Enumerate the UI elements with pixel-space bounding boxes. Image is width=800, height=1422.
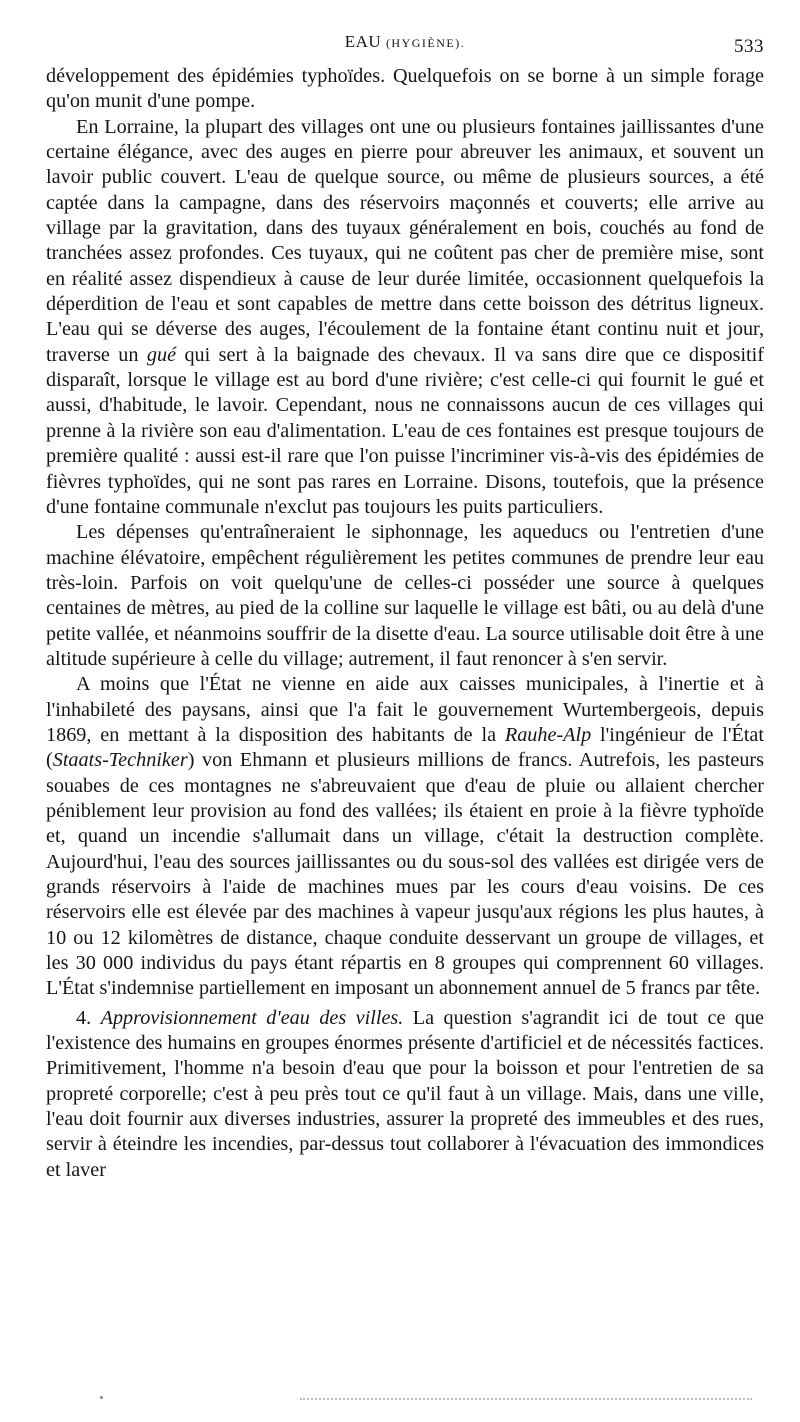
text-run: développement des épidémies typhoïdes. Quelquefois on se borne à un simple forage qu'on munit d'une pompe. [46, 65, 764, 113]
text-run: 4. [76, 1006, 101, 1029]
italic-run: Staats-Techniker [52, 749, 188, 772]
paragraph [46, 115, 764, 521]
italic-run: Rauhe-Alp [504, 723, 592, 746]
italic-run: Approvisionnement d'eau des villes. [100, 1006, 404, 1029]
section-paragraph [46, 1006, 764, 1183]
paragraph [46, 672, 764, 1001]
body-text [46, 64, 764, 1183]
footer-mark [100, 1396, 103, 1399]
running-head-title-sub: (HYGIÈNE). [385, 36, 466, 50]
running-head [46, 30, 764, 64]
page-number: 533 [734, 36, 764, 57]
text-run: En Lorraine, la plupart des villages ont une ou plusieurs fontaines jaillissantes d'une certaine élégance, avec des auges en pierre pour abreuver les animaux, et souvent un lavoir public couvert. L'eau de quelque source, ou même de plusieurs sources, a été captée dans la campagne, dans des réservoirs maçonnés et couverts; elle arrive au village par la gravitation, dans des tuyaux généralement en bois, couchés au fond de tranchées assez profondes. Ces tuyaux, qui ne coûtent pas cher de première mise, sont en réalité assez dispendieux à cause de leur durée limitée, occasionnent quelquefois la déperdition de l'eau et sont capables de mettre dans cette boisson des détritus ligneux. L'eau qui se déverse des auges, l'écoulement de la fontaine étant continu nuit et jour, traverse un [46, 115, 764, 366]
paragraph [46, 520, 764, 672]
running-head-title-main: EAU [344, 32, 382, 51]
text-run: l'ingénieur de l'État ( [46, 723, 764, 772]
text-run: Les dépenses qu'entraîneraient le siphonnage, les aqueducs ou l'entretien d'une machine élévatoire, empêchent régulièrement les petites communes de prendre leur eau très-loin. Parfois on voit quelqu'une de celles-ci posséder une source à quelques centaines de mètres, au pied de la colline sur laquelle le village est bâti, ou au delà d'une petite vallée, et néanmoins souffrir de la disette d'eau. La source utilisable doit être à une altitude supérieure à celle du village; autrement, il faut renoncer à s'en servir. [46, 521, 764, 670]
footer-dotted-rule [300, 1398, 752, 1400]
running-head-title [46, 32, 764, 52]
text-run: A moins que l'État ne vienne en aide aux caisses municipales, à l'inertie et à l'inhabileté des paysans, ainsi que l'a fait le gouvernement Wurtembergeois, depuis 1869, en mettant à la disposition des habitants de la [46, 673, 764, 746]
italic-run: gué [146, 343, 177, 366]
text-run: qui sert à la baignade des chevaux. Il va sans dire que ce dispositif disparaît, lorsque le village est au bord d'une rivière; c'est celle-ci qui fournit le gué et aussi, d'habitude, le lavoir. Cependant, nous ne connaissons aucun de ces villages qui prenne à la rivière son eau d'alimentation. L'eau de ces fontaines est presque toujours de première qualité : aussi est-il rare que l'on puisse l'incriminer vis-à-vis des épidémies de fièvres typhoïdes, qui ne sont pas rares en Lorraine. Disons, toutefois, que la présence d'une fontaine communale n'exclut pas toujours les puits particuliers. [46, 343, 764, 518]
paragraph [46, 64, 764, 115]
text-run: La question s'agrandit ici de tout ce que l'existence des humains en groupes énormes présente d'artificiel et de nécessités factices. Primitivement, l'homme n'a besoin d'eau que pour la boisson et pour l'entretien de sa propreté corporelle; c'est à peu près tout ce qu'il faut à un village. Mais, dans une ville, l'eau doit fournir aux diverses industries, assurer la propreté des immeubles et des rues, servir à éteindre les incendies, par-dessus tout collaborer à l'évacuation des immondices et laver [46, 1006, 765, 1181]
text-run: ) von Ehmann et plusieurs millions de francs. Autrefois, les pasteurs souabes de ces montagnes ne s'abreuvaient que d'eau de pluie ou allaient chercher péniblement leur provision au fond des vallées; ils étaient en proie à la fièvre typhoïde et, quand un incendie s'allumait dans un village, c'était la destruction complète. Aujourd'hui, l'eau des sources jaillissantes ou du sous-sol des vallées est dirigée vers de grands réservoirs à l'aide de machines mues par les cours d'eau voisins. De ces réservoirs elle est élevée par des machines à vapeur jusqu'aux régions les plus hautes, à 10 ou 12 kilomètres de distance, chaque conduite desservant un groupe de villages, et les 30 000 individus du pays étant répartis en 8 groupes qui comprennent 60 villages. L'État s'indemnise partiellement en imposant un abonnement annuel de 5 francs par tête. [46, 749, 764, 1000]
